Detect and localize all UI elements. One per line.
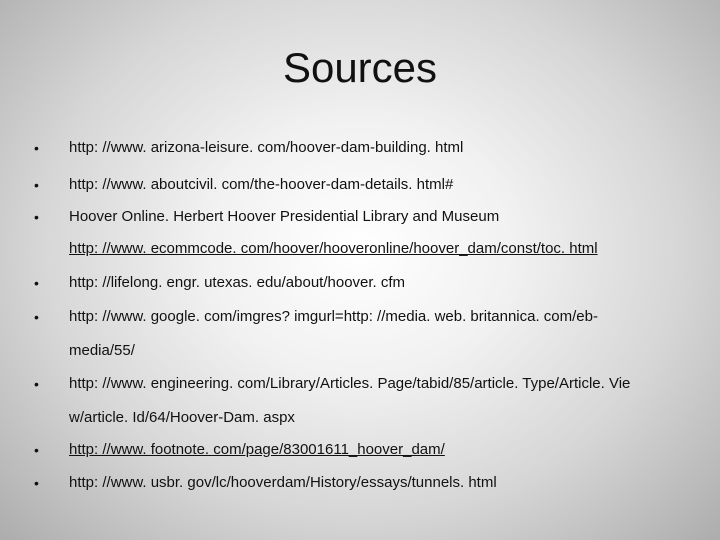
source-text	[69, 438, 679, 462]
source-text	[69, 205, 679, 229]
source-text	[69, 173, 679, 197]
source-text	[69, 372, 679, 430]
source-url: http: //www. aboutcivil. com/the-hoover-dam-details. html#	[69, 176, 454, 193]
source-url-line-2: w/article. Id/64/Hoover-Dam. aspx	[69, 409, 295, 426]
bullet-icon: •	[34, 209, 39, 225]
bullet-icon: •	[34, 475, 39, 491]
source-text	[69, 305, 679, 363]
source-text	[69, 271, 679, 295]
bullet-icon: •	[34, 177, 39, 193]
source-url-line-2: media/55/	[69, 342, 135, 359]
source-url-line-1: http: //www. google. com/imgres? imgurl=http: //media. web. britannica. com/eb-	[69, 308, 598, 325]
ecommcode-link[interactable]: http: //www. ecommcode. com/hoover/hooveronline/hoover_dam/const/toc. html	[69, 240, 598, 257]
source-url: http: //www. usbr. gov/lc/hooverdam/History/essays/tunnels. html	[69, 474, 497, 491]
source-citation: Hoover Online. Herbert Hoover Presidential Library and Museum	[69, 208, 500, 225]
source-text	[69, 136, 679, 160]
source-url: http: //www. arizona-leisure. com/hoover-dam-building. html	[69, 139, 464, 156]
bullet-icon: •	[34, 309, 39, 325]
bullet-icon: •	[34, 442, 39, 458]
bullet-icon: •	[34, 140, 39, 156]
source-url-line-1: http: //www. engineering. com/Library/Articles. Page/tabid/85/article. Type/Article. Vie	[69, 375, 631, 392]
bullet-icon: •	[34, 376, 39, 392]
slide-title: Sources	[282, 44, 438, 91]
footnote-link[interactable]: http: //www. footnote. com/page/83001611_hoover_dam/	[69, 441, 445, 458]
bullet-icon: •	[34, 275, 39, 291]
source-url: http: //lifelong. engr. utexas. edu/about/hoover. cfm	[69, 274, 406, 291]
source-text	[69, 471, 679, 495]
